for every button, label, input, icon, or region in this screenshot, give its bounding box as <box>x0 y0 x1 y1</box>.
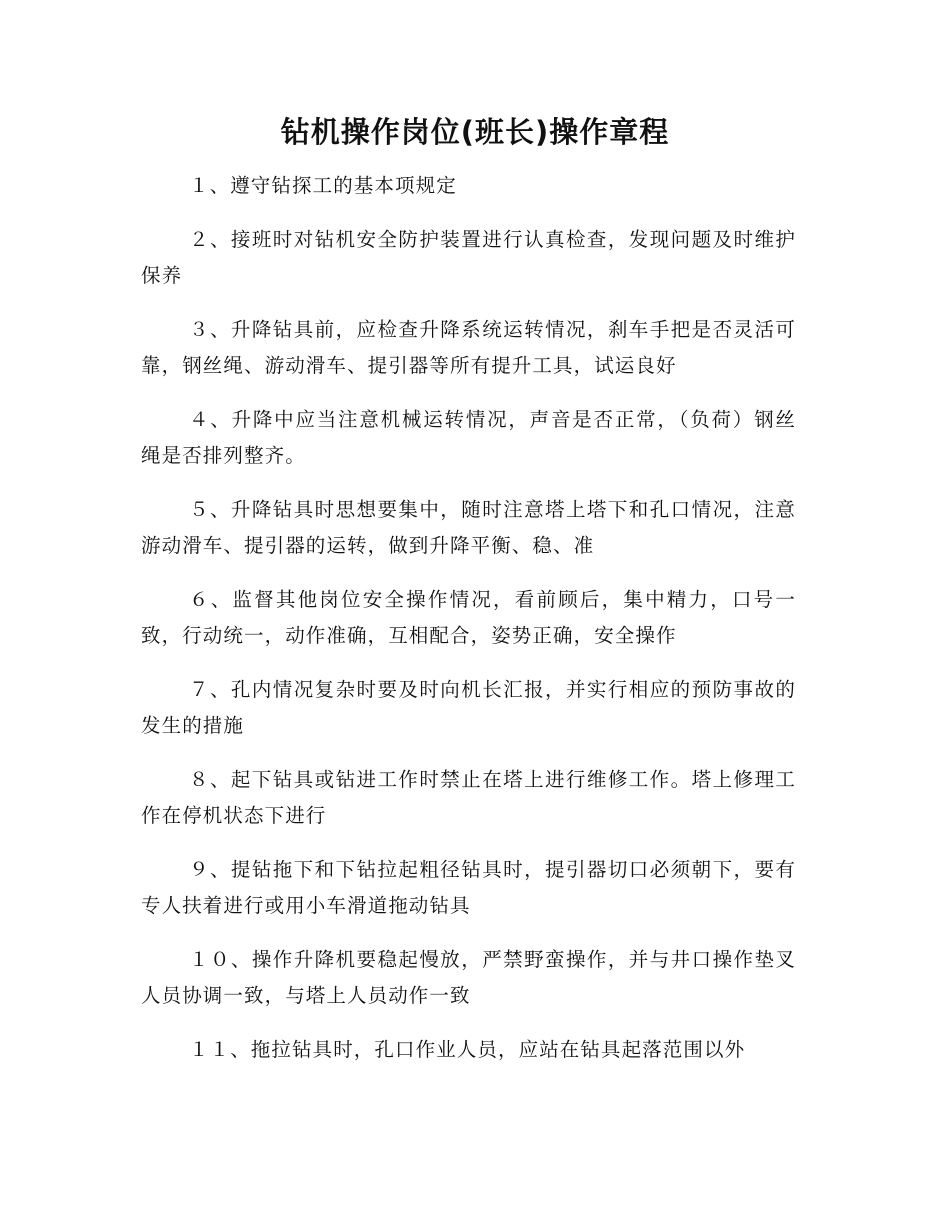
paragraph-10: １０、操作升降机要稳起慢放，严禁野蛮操作，并与井口操作垫叉人员协调一致，与塔上人员动作一致 <box>141 948 796 1007</box>
paragraph-8: ８、起下钻具或钻进工作时禁止在塔上进行维修工作。塔上修理工作在停机状态下进行 <box>141 768 796 827</box>
paragraph-1: １、遵守钻探工的基本项规定 <box>189 174 457 197</box>
paragraph-7: ７、孔内情况复杂时要及时向机长汇报，并实行相应的预防事故的发生的措施 <box>141 678 796 737</box>
paragraph-11: １１、拖拉钻具时，孔口作业人员，应站在钻具起落范围以外 <box>189 1038 746 1061</box>
paragraph-9: ９、提钻拖下和下钻拉起粗径钻具时，提引器切口必须朝下，要有专人扶着进行或用小车滑道拖动钻具 <box>141 858 796 917</box>
document-body <box>141 168 796 1086</box>
document-title: 钻机操作岗位(班长)操作章程 <box>280 115 670 149</box>
paragraph-3: ３、升降钻具前，应检查升降系统运转情况，刹车手把是否灵活可靠，钢丝绳、游动滑车、提引器等所有提升工具，试运良好 <box>141 318 796 377</box>
paragraph-2: ２、接班时对钻机安全防护装置进行认真检查，发现问题及时维护保养 <box>141 228 796 287</box>
paragraph-6: ６、监督其他岗位安全操作情况，看前顾后，集中精力，口号一致，行动统一，动作准确，互相配合，姿势正确，安全操作 <box>141 588 796 647</box>
paragraph-4: ４、升降中应当注意机械运转情况，声音是否正常，（负荷）钢丝绳是否排列整齐。 <box>141 408 796 467</box>
paragraph-5: ５、升降钻具时思想要集中，随时注意塔上塔下和孔口情况，注意游动滑车、提引器的运转，做到升降平衡、稳、准 <box>141 498 796 557</box>
